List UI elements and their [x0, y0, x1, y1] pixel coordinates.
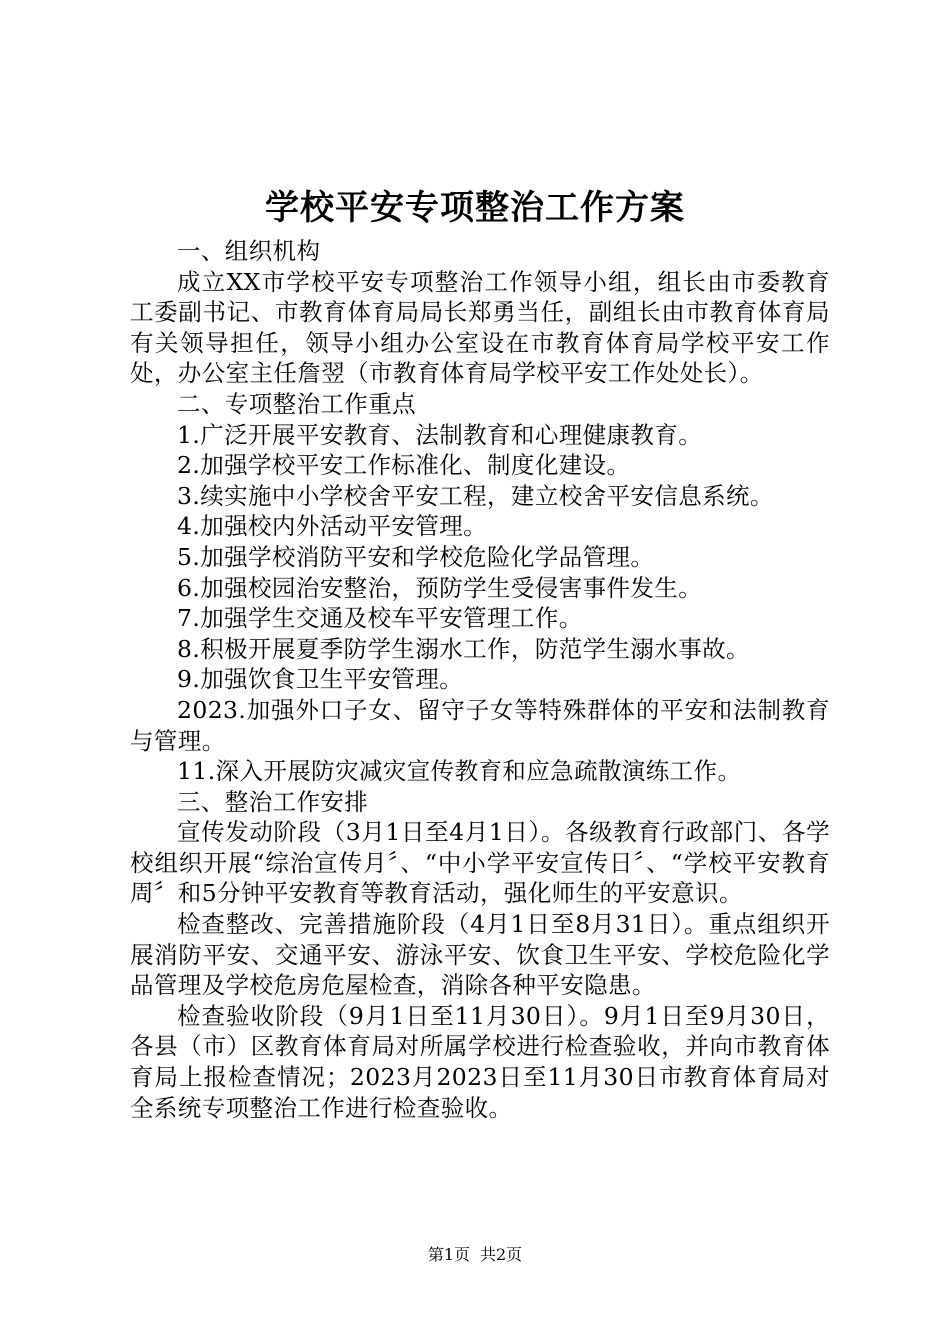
page-total: 共2页	[480, 1245, 523, 1264]
document-body	[130, 236, 830, 1123]
page-footer	[0, 1244, 950, 1266]
paragraph-organization: 成立XX市学校平安专项整治工作领导小组，组长由市委教育工委副书记、市教育体育局局长郑勇当任，副组长由市教育体育局有关领导担任，领导小组办公室设在市教育体育局学校平安工作处，办公室主任詹翌（市教育体育局学校平安工作处处长）。	[130, 267, 830, 388]
list-item: 7.加强学生交通及校车平安管理工作。	[177, 604, 583, 633]
list-item: 2023.加强外口子女、留守子女等特殊群体的平安和法制教育与管理。	[130, 695, 830, 755]
section-heading-arrangement: 三、整治工作安排	[177, 787, 369, 816]
list-item: 3.续实施中小学校舍平安工程，建立校舍平安信息系统。	[177, 481, 774, 510]
paragraph-rectification-stage: 检查整改、完善措施阶段（4月1日至8月31日）。重点组织开展消防平安、交通平安、游泳平安、饮食卫生平安、学校危险化学品管理及学校危房危屋检查，消除各种平安隐患。	[130, 910, 830, 1000]
list-item: 2.加强学校平安工作标准化、制度化建设。	[177, 451, 631, 480]
list-item: 6.加强校园治安整治，预防学生受侵害事件发生。	[177, 573, 703, 602]
document-title: 学校平安专项整治工作方案	[265, 188, 685, 228]
list-item: 5.加强学校消防平安和学校危险化学品管理。	[177, 542, 655, 571]
page-number: 第1页	[427, 1245, 470, 1264]
paragraph-acceptance-stage: 检查验收阶段（9月1日至11月30日）。9月1日至9月30日，各县（市）区教育体育局对所属学校进行检查验收，并向市教育体育局上报检查情况；2023月2023日至11月30日市教育体育局对全系统专项整治工作进行检查验收。	[130, 1001, 830, 1122]
section-heading-key-points: 二、专项整治工作重点	[177, 389, 416, 418]
paragraph-publicity-stage: 宣传发动阶段（3月1日至4月1日）。各级教育行政部门、各学校组织开展“综治宣传月〞、“中小学平安宣传日〞、“学校平安教育周〞和5分钟平安教育等教育活动，强化师生的平安意识。	[130, 818, 830, 908]
section-heading-organization: 一、组织机构	[177, 237, 321, 265]
list-item: 8.积极开展夏季防学生溺水工作，防范学生溺水事故。	[177, 634, 750, 663]
list-item: 9.加强饮食卫生平安管理。	[177, 665, 464, 694]
list-item: 11.深入开展防灾减灾宣传教育和应急疏散演练工作。	[177, 757, 742, 786]
list-item: 4.加强校内外活动平安管理。	[177, 512, 488, 541]
list-item: 1.广泛开展平安教育、法制教育和心理健康教育。	[177, 420, 703, 449]
